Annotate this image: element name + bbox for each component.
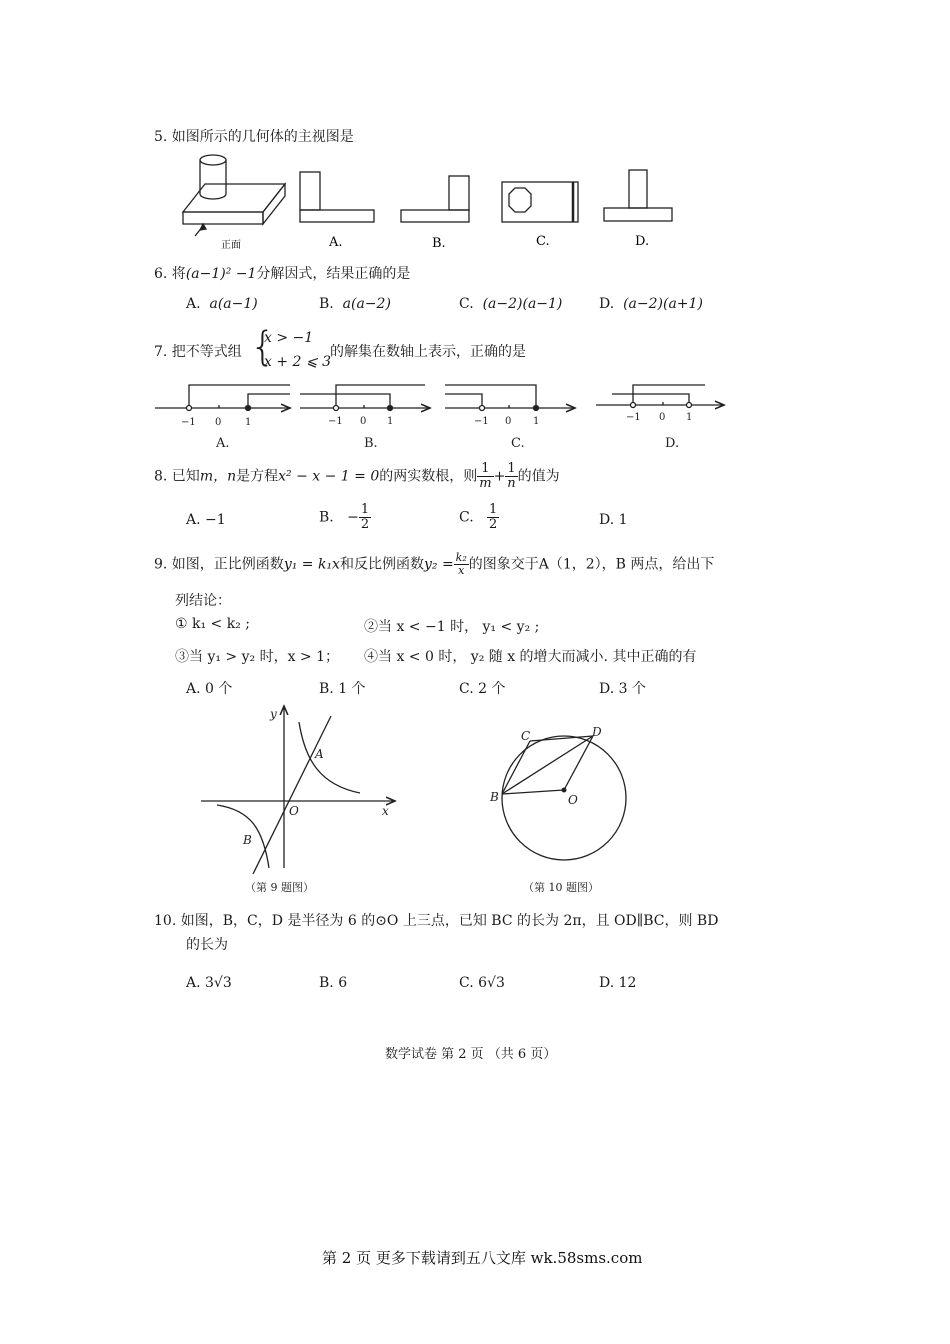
q9-option-a: A. 0 个 <box>186 681 233 697</box>
q10-stem: 10. 如图，B，C，D 是半径为 6 的⊙O 上三点，已知 BC 的长为 2π，且 OD∥BC，则 BD <box>154 913 719 929</box>
q7-b-tick-1: 1 <box>387 416 394 427</box>
q9-stem: 9. 如图，正比例函数y₁ = k₁x和反比例函数y₂ = $\frac{\text{k₂}}{x}$ 的图象交于A（1，2），B 两点，给出下 <box>154 551 715 577</box>
q5-option-d: D. <box>635 234 650 249</box>
q5-option-a-figure <box>300 172 374 222</box>
q7-line-a <box>155 385 290 411</box>
q5-option-c: C. <box>536 234 550 249</box>
q7-d-tick-0: 0 <box>659 412 666 423</box>
q8-option-b: B. − $\frac{1}{2}$ <box>319 502 370 532</box>
q7-b-tick-neg1: −1 <box>328 416 343 427</box>
fig9-graph <box>195 700 415 900</box>
q7-inequality-2: x + 2 ⩽ 3 <box>264 354 331 370</box>
q6-option-d: D. (a−2)(a+1) <box>599 296 703 312</box>
q7-stem-suffix: 的解集在数轴上表示，正确的是 <box>330 344 526 360</box>
q5-option-b: B. <box>432 236 446 251</box>
q7-option-c: C. <box>511 436 525 451</box>
q7-line-d <box>596 385 724 408</box>
fig10-point-b-label: B <box>490 790 499 804</box>
q8-option-a: A. −1 <box>186 512 226 528</box>
q8-stem: 8. 已知m，n是方程x² − x − 1 = 0的两实数根，则 $\frac{1}{m}$ + $\frac{1}{n}$ 的值为 <box>154 461 560 491</box>
q7-brace: { <box>250 324 276 370</box>
q6-option-a: A. a(a−1) <box>186 296 258 312</box>
q6-stem: 6. 将(a−1)² −1分解因式，结果正确的是 <box>154 266 411 282</box>
fig9-point-a-label: A <box>315 747 324 761</box>
q7-option-a: A. <box>216 436 230 451</box>
q5-option-d-figure <box>604 170 672 221</box>
q5-stem: 5. 如图所示的几何体的主视图是 <box>154 129 354 145</box>
q9-line2: 列结论： <box>175 593 231 609</box>
q7-c-tick-1: 1 <box>533 416 540 427</box>
q7-a-tick-neg1: −1 <box>181 417 196 428</box>
q5-option-c-figure <box>502 182 578 222</box>
q10-option-b: B. 6 <box>319 975 348 991</box>
q7-line-b <box>300 385 430 411</box>
q7-stem-prefix: 7. 把不等式组 <box>154 344 242 360</box>
q7-line-c <box>445 385 575 411</box>
fig9-hyperbola-q1 <box>299 722 360 793</box>
q7-number-lines <box>0 378 950 458</box>
q9-conclusion-2: ②当 x < −1 时， y₁ < y₂ ; <box>364 619 540 635</box>
fig10-center-point <box>562 788 567 793</box>
q9-conclusion-3: ③当 y₁ > y₂ 时，x > 1； <box>175 649 340 665</box>
fig9-y-label: y <box>270 707 277 721</box>
q5-solid-figure <box>183 155 285 236</box>
q10-option-a: A. 3√3 <box>186 975 232 991</box>
q8-option-d: D. 1 <box>599 512 628 528</box>
fig10-chord-bd <box>502 736 593 794</box>
fig10-circle <box>485 720 635 900</box>
fig10-chord-bc <box>502 741 530 794</box>
q5-figures <box>175 150 695 260</box>
fig9-caption: （第 9 题图） <box>245 881 314 894</box>
fig10-point-c-label: C <box>521 729 531 743</box>
q10-option-d: D. 12 <box>599 975 637 991</box>
q9-option-d: D. 3 个 <box>599 681 646 697</box>
fig10-segment-od <box>564 736 593 790</box>
q9-option-c: C. 2 个 <box>459 681 506 697</box>
q10-line2: 的长为 <box>186 937 228 953</box>
fig9-x-label: x <box>382 804 389 818</box>
q9-option-b: B. 1 个 <box>319 681 366 697</box>
watermark-text: 第 2 页 更多下载请到五八文库 wk.58sms.com <box>322 1249 643 1267</box>
fig10-segment-bo <box>502 790 564 794</box>
q7-d-tick-1: 1 <box>686 412 693 423</box>
q7-a-tick-0: 0 <box>215 417 222 428</box>
page-footer: 数学试卷 第 2 页 （共 6 页） <box>385 1047 557 1062</box>
q7-c-tick-neg1: −1 <box>474 416 489 427</box>
fig10-point-d-label: D <box>592 725 602 739</box>
q7-option-b: B. <box>364 436 378 451</box>
q9-conclusion-4: ④当 x < 0 时， y₂ 随 x 的增大而减小. 其中正确的有 <box>364 649 697 665</box>
q8-option-c: C. $\frac{1}{2}$ <box>459 502 498 532</box>
q7-a-tick-1: 1 <box>245 417 252 428</box>
q7-option-d: D. <box>665 436 680 451</box>
fig10-center-label: O <box>568 793 578 807</box>
fig9-point-b-label: B <box>243 833 252 847</box>
q7-inequality-1: x > −1 <box>264 330 314 346</box>
fig9-line-y1 <box>253 716 331 874</box>
q10-option-c: C. 6√3 <box>459 975 505 991</box>
q5-front-label: 正面 <box>221 240 241 251</box>
q7-b-tick-0: 0 <box>360 416 367 427</box>
q5-option-a: A. <box>329 235 343 250</box>
q7-d-tick-neg1: −1 <box>626 412 641 423</box>
q5-option-b-figure <box>401 176 469 222</box>
fig9-origin-label: O <box>289 804 299 818</box>
q7-c-tick-0: 0 <box>505 416 512 427</box>
q6-option-c: C. (a−2)(a−1) <box>459 296 563 312</box>
q9-conclusion-1: ① k₁ < k₂ ; <box>175 616 250 632</box>
q6-option-b: B. a(a−2) <box>319 296 391 312</box>
fig10-caption: （第 10 题图） <box>523 881 599 894</box>
